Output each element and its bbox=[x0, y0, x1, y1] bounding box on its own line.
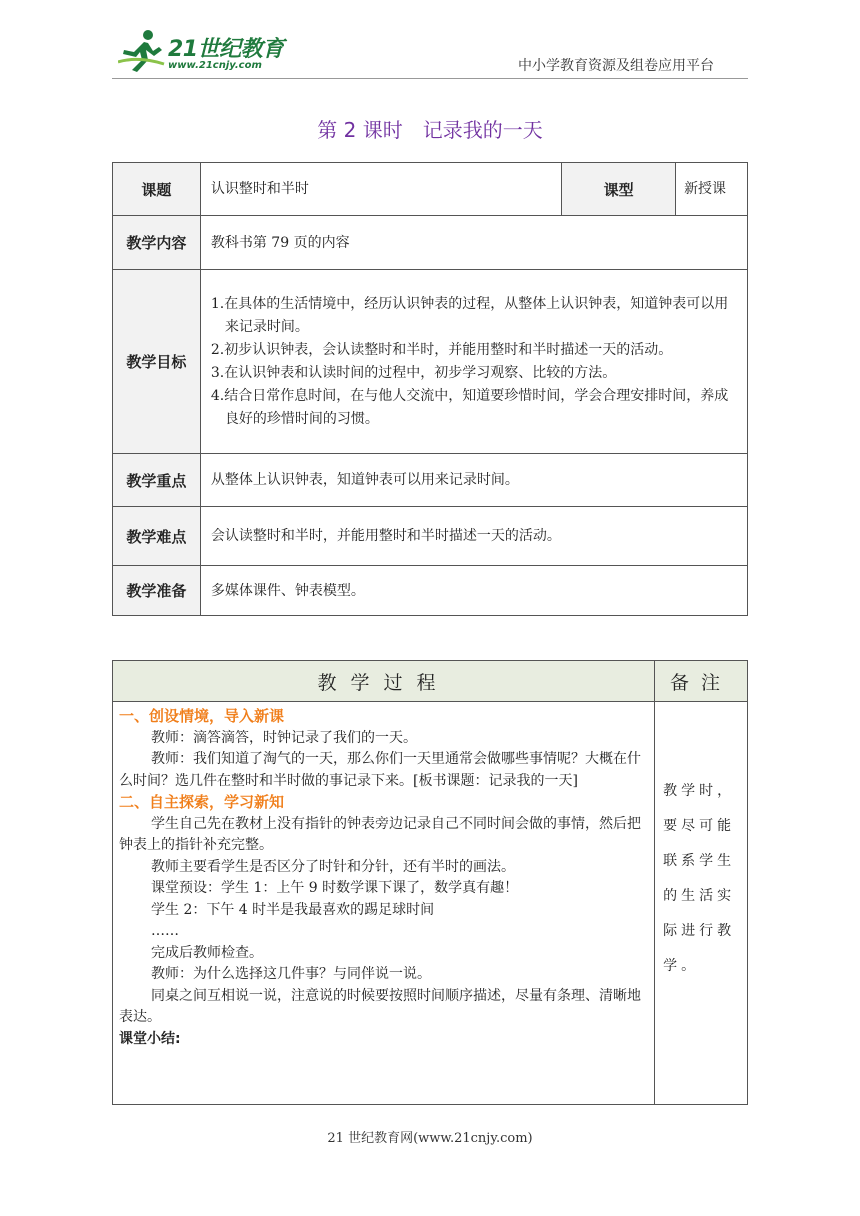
paragraph: 学生 2：下午 4 时半是我最喜欢的踢足球时间 bbox=[151, 901, 435, 918]
paragraph: 教师：我们知道了淘气的一天，那么你们一天里通常会做哪些事情呢？大概在什么时间？选几件在整时和半时做的事记录下来。[板书课题：记录我的一天] bbox=[119, 751, 641, 789]
paragraph: 同桌之间互相说一说，注意说的时候要按照时间顺序描述，尽量有条理、清晰地表达。 bbox=[119, 987, 641, 1025]
difficult-label: 教学难点 bbox=[113, 507, 201, 566]
topic-label: 课题 bbox=[113, 163, 201, 216]
key-label: 教学重点 bbox=[113, 454, 201, 507]
logo-text: 21世纪教育 bbox=[168, 37, 284, 62]
content-label: 教学内容 bbox=[113, 216, 201, 270]
section1-title: 一、创设情境，导入新课 bbox=[119, 707, 285, 725]
paragraph: 教师主要看学生是否区分了时针和分针，还有半时的画法。 bbox=[151, 858, 515, 875]
paragraph: 课堂预设：学生 1：上午 9 时数学课下课了，数学真有趣！ bbox=[151, 880, 519, 896]
table-row bbox=[113, 566, 748, 616]
runner-logo-icon bbox=[118, 28, 166, 72]
note-header: 备注 bbox=[655, 661, 748, 702]
paragraph: 完成后教师检查。 bbox=[151, 944, 263, 961]
teaching-process-table bbox=[112, 660, 748, 1105]
type-value: 新授课 bbox=[676, 163, 748, 216]
paragraph: 教师：为什么选择这几件事？与同伴说一说。 bbox=[151, 966, 431, 982]
paragraph: 学生自己先在教材上没有指针的钟表旁边记录自己不同时间会做的事情，然后把钟表上的指针补充完整。 bbox=[119, 815, 641, 853]
goal-item: 4.结合日常作息时间，在与他人交流中，知道要珍惜时间，学会合理安排时间，养成良好的珍惜时间的习惯。 bbox=[210, 387, 729, 427]
table-row bbox=[113, 216, 748, 270]
paragraph: …… bbox=[151, 923, 179, 939]
topic-value: 认识整时和半时 bbox=[200, 163, 561, 216]
table-row bbox=[113, 454, 748, 507]
goal-item: 2.初步认识钟表，会认读整时和半时，并能用整时和半时描述一天的活动。 bbox=[210, 341, 673, 358]
table-row bbox=[113, 507, 748, 566]
section2-title: 二、自主探索，学习新知 bbox=[119, 793, 285, 811]
header-divider bbox=[112, 78, 748, 79]
process-header: 教学过程 bbox=[113, 661, 655, 702]
note-content: 教学时，要尽可能联系学生的生活实际进行教学。 bbox=[655, 702, 748, 1105]
table-row bbox=[113, 270, 748, 454]
goal-item: 3.在认识钟表和认读时间的过程中，初步学习观察、比较的方法。 bbox=[210, 364, 617, 381]
page-title: 第 2 课时 记录我的一天 bbox=[317, 118, 543, 142]
table-row bbox=[113, 702, 748, 1105]
difficult-value: 会认读整时和半时，并能用整时和半时描述一天的活动。 bbox=[200, 507, 747, 566]
prep-value: 多媒体课件、钟表模型。 bbox=[200, 566, 747, 616]
site-logo[interactable] bbox=[118, 28, 288, 76]
goals-list bbox=[200, 270, 747, 454]
goals-label: 教学目标 bbox=[113, 270, 201, 454]
prep-label: 教学准备 bbox=[113, 566, 201, 616]
key-value: 从整体上认识钟表，知道钟表可以用来记录时间。 bbox=[200, 454, 747, 507]
type-label: 课型 bbox=[562, 163, 676, 216]
table-row bbox=[113, 661, 748, 702]
page-header bbox=[0, 0, 860, 90]
paragraph: 教师：滴答滴答，时钟记录了我们的一天。 bbox=[151, 729, 417, 746]
page-footer: 21 世纪教育网(www.21cnjy.com) bbox=[327, 1131, 533, 1146]
lesson-info-table bbox=[112, 162, 748, 616]
table-row bbox=[113, 163, 748, 216]
summary-label: 课堂小结: bbox=[119, 1030, 181, 1047]
logo-url: www.21cnjy.com bbox=[168, 60, 262, 71]
goal-item: 1.在具体的生活情境中，经历认识钟表的过程，从整体上认识钟表，知道钟表可以用来记录时间。 bbox=[210, 295, 729, 335]
content-value: 教科书第 79 页的内容 bbox=[200, 216, 747, 270]
platform-label: 中小学教育资源及组卷应用平台 bbox=[518, 58, 714, 74]
process-content bbox=[113, 702, 655, 1105]
